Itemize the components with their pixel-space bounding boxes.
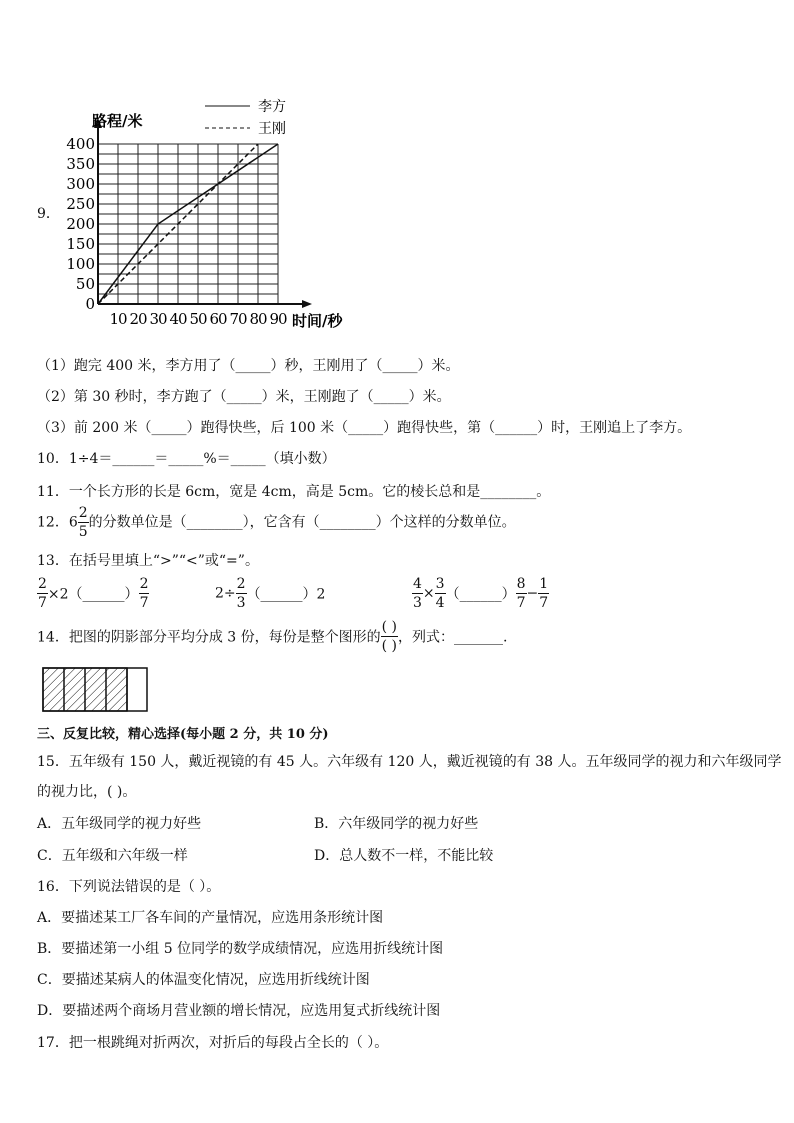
q13-e3-num2: 3 (435, 576, 445, 592)
q13-e3-mid: （______） (445, 586, 516, 603)
q13-e3-num1: 4 (413, 576, 422, 592)
q14-prefix: 14．把图的阴影部分平均分成 3 份，每份是整个图形的 (37, 629, 381, 646)
distance-time-chart (60, 92, 370, 337)
x-axis-label: 时间/秒 (292, 312, 343, 330)
shaded-rectangle-figure (42, 667, 150, 713)
question-10: 10．1÷4＝______＝_____%＝_____（填小数） (37, 451, 336, 467)
y-tick-label: 350 (66, 155, 95, 173)
q16-option-d: D．要描述两个商场月营业额的增长情况，应选用复式折线统计图 (37, 1003, 441, 1019)
q15-option-a: A．五年级同学的视力好些 (37, 816, 202, 832)
x-tick-label: 20 (129, 310, 147, 328)
q13-e3-den1: 3 (413, 595, 422, 611)
question-9-part-2: （2）第 30 秒时，李方跑了（_____）米，王刚跑了（_____）米。 (37, 389, 451, 405)
x-tick-label: 10 (109, 310, 127, 328)
x-tick-label: 70 (229, 310, 247, 328)
x-tick-label: 40 (169, 310, 187, 328)
q15-option-b: B．六年级同学的视力好些 (314, 816, 479, 832)
q13-e1-mid: ×2（______） (47, 586, 139, 603)
q12-denominator: 5 (78, 524, 88, 540)
q13-e1-den2: 7 (139, 595, 149, 611)
x-tick-label: 90 (269, 310, 287, 328)
q13-expression-2 (215, 577, 325, 610)
y-tick-label: 300 (66, 175, 95, 193)
y-tick-label: 50 (75, 275, 95, 293)
q16-option-a: A．要描述某工厂各车间的产量情况，应选用条形统计图 (37, 910, 384, 926)
y-tick-label: 150 (66, 235, 95, 253)
y-tick-label: 100 (66, 255, 95, 273)
chart-legend (205, 98, 286, 137)
q13-expression-3 (412, 577, 549, 610)
q13-e2-mid: （______）2 (246, 586, 326, 603)
q13-expression-1 (37, 577, 149, 610)
x-tick-label: 80 (249, 310, 267, 328)
y-tick-label: 400 (66, 135, 95, 153)
y-tick-label: 0 (85, 295, 95, 313)
q12-prefix: 12．6 (37, 514, 78, 531)
q13-e2-num: 2 (236, 576, 246, 592)
chart-grid (98, 144, 278, 304)
x-tick-label: 60 (209, 310, 227, 328)
question-17: 17．把一根跳绳对折两次，对折后的每段占全长的（ ）。 (37, 1035, 389, 1051)
q16-option-b: B．要描述第一小组 5 位同学的数学成绩情况，应选用折线统计图 (37, 941, 444, 957)
q13-e3-den4: 7 (539, 595, 549, 611)
question-11: 11．一个长方形的长是 6cm，宽是 4cm，高是 5cm。它的棱长总和是________。 (37, 484, 551, 500)
q14-numerator: ( ) (381, 619, 397, 635)
q15-option-d: D．总人数不一样，不能比较 (314, 848, 494, 864)
question-9-number: 9． (37, 206, 60, 222)
question-9-part-3: （3）前 200 米（_____）跑得快些，后 100 米（_____）跑得快些，第（______）时，王刚追上了李方。 (37, 420, 692, 436)
q13-e3-den2: 4 (435, 595, 445, 611)
legend-label: 李方 (258, 99, 286, 115)
q13-e3-op2: − (526, 585, 539, 602)
y-axis-label: 路程/米 (92, 112, 143, 130)
question-12 (37, 506, 516, 539)
chart-axes (94, 118, 312, 308)
q13-e3-num4: 1 (539, 576, 549, 592)
x-tick-label: 50 (189, 310, 207, 328)
q13-e1-num2: 2 (139, 576, 149, 592)
q15-option-c: C．五年级和六年级一样 (37, 848, 188, 864)
q13-e3-den3: 7 (516, 595, 526, 611)
question-14 (37, 620, 507, 653)
q12-fraction (78, 506, 89, 539)
q13-e1-num: 2 (38, 576, 47, 592)
legend-label: 王刚 (258, 121, 286, 137)
question-15-line-1: 15．五年级有 150 人，戴近视镜的有 45 人。六年级有 120 人，戴近视镜的有 38 人。五年级同学的视力和六年级同学 (37, 754, 782, 770)
q13-e1-den: 7 (38, 595, 47, 611)
x-axis-arrow (302, 300, 312, 308)
y-tick-label: 200 (66, 215, 95, 233)
q16-option-c: C．要描述某病人的体温变化情况，应选用折线统计图 (37, 972, 370, 988)
y-tick-label: 250 (66, 195, 95, 213)
question-9-part-1: （1）跑完 400 米，李方用了（_____）秒，王刚用了（_____）米。 (37, 358, 460, 374)
x-tick-label: 30 (149, 310, 167, 328)
q13-e3-op: × (422, 585, 435, 602)
q13-e2-den: 3 (236, 595, 246, 611)
q12-numerator: 2 (78, 505, 88, 521)
q12-suffix: 的分数单位是（________），它含有（________）个这样的分数单位。 (88, 514, 516, 531)
q14-suffix: ，列式：_______. (398, 629, 508, 646)
section-3-heading: 三、反复比较，精心选择(每小题 2 分，共 10 分) (37, 727, 329, 742)
question-13-title: 13．在括号里填上“>”“<”或“=”。 (37, 553, 259, 569)
q14-denominator: ( ) (381, 638, 397, 654)
q13-e2-pre: 2÷ (215, 585, 236, 602)
question-16: 16．下列说法错误的是（ ）。 (37, 879, 221, 895)
question-15-line-2: 的视力比，( )。 (37, 784, 137, 800)
q13-e3-num3: 8 (516, 576, 526, 592)
chart-tick-labels (66, 112, 343, 330)
